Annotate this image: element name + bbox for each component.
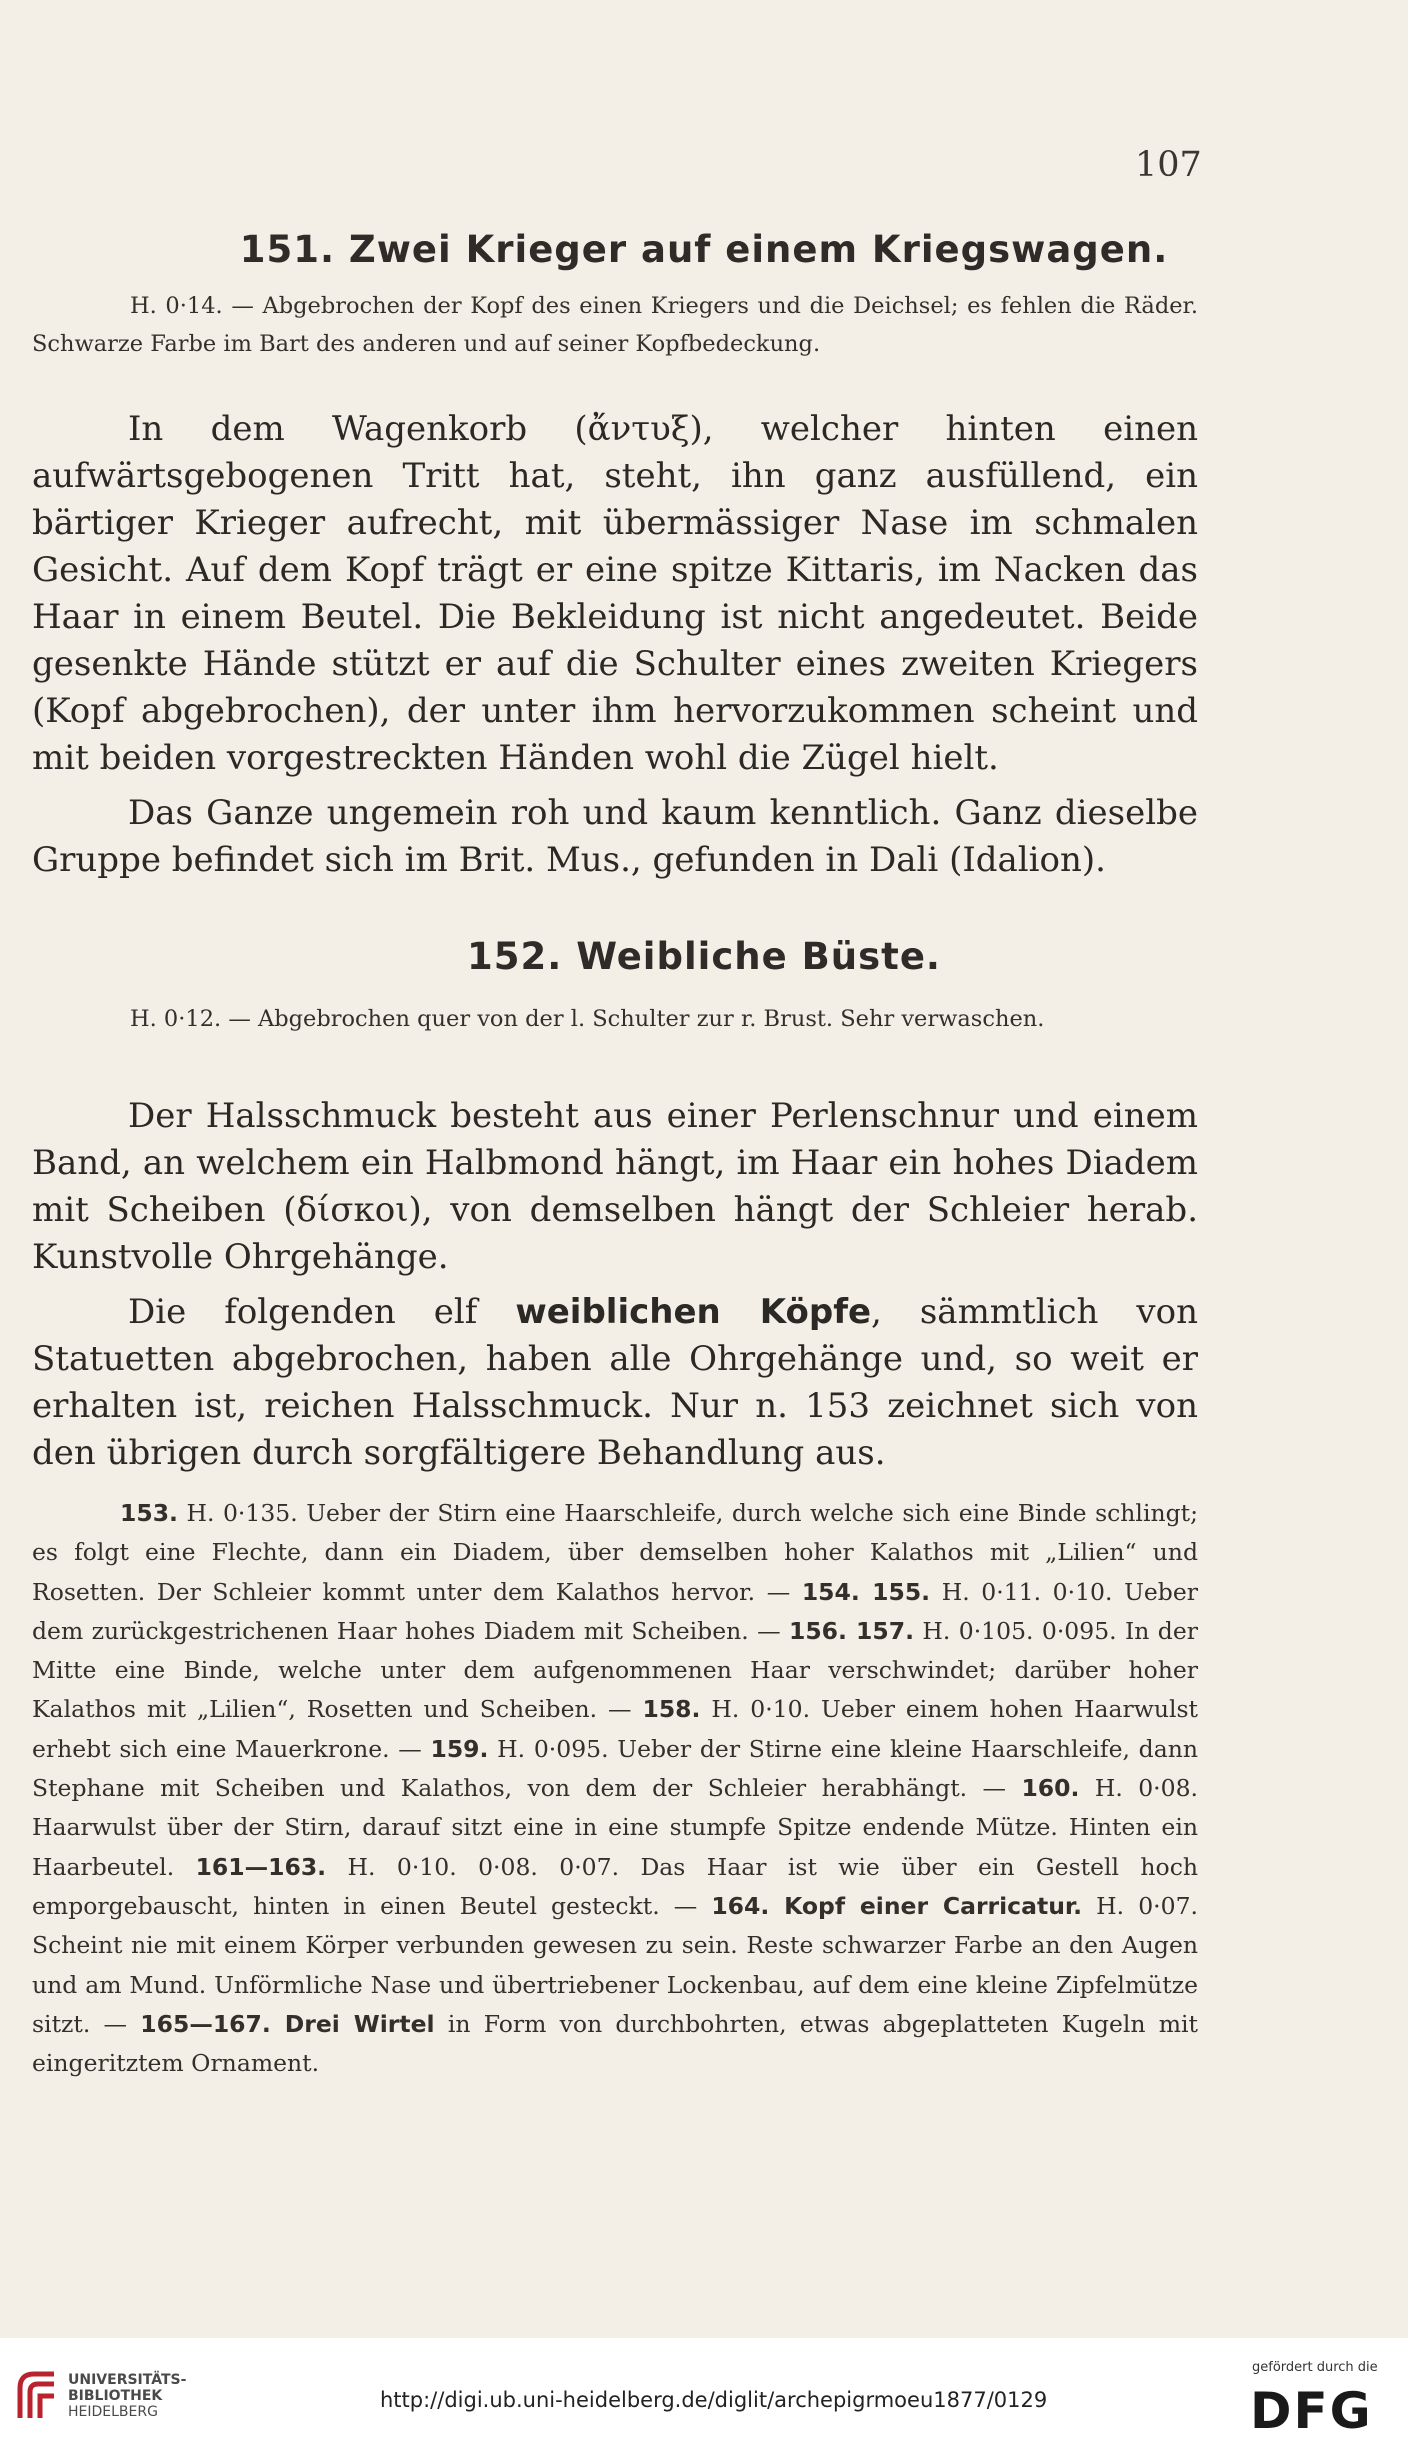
section-152-note (32, 1000, 1198, 1038)
section-151-title: Zwei Krieger auf einem Kriegswagen. (348, 228, 1169, 271)
section-152-heading (0, 935, 1408, 978)
library-name-line-3: HEIDELBERG (68, 2404, 158, 2420)
page-number: 107 (1135, 145, 1202, 185)
section-151-number: 151. (239, 228, 336, 271)
section-152-number: 152. (467, 935, 563, 978)
section-151-note (32, 287, 1198, 363)
entry-154-155-text: H. 0·11. 0·10. Ueber dem zurückgestrichenen Haar hohes Diadem mit Scheiben. — (32, 1577, 1198, 1645)
entry-159-number: 159. (430, 1734, 489, 1763)
section-152-title: Weibliche Büste. (576, 935, 941, 978)
section-152-paragraph-2 (32, 1289, 1198, 1477)
university-library-logo-icon (14, 2368, 60, 2424)
section-151-body (32, 406, 1198, 884)
section-151-note-text: H. 0·14. — Abgebrochen der Kopf des einen Kriegers und die Deichsel; es fehlen die Räder. Schwarze Farbe im Bart des anderen und auf seiner Kopfbedeckung. (32, 293, 1198, 357)
catalogue-notes (32, 1494, 1198, 2083)
entry-158-number: 158. (642, 1695, 701, 1724)
entry-154-155-number: 154. 155. (801, 1577, 931, 1606)
footer-bar (0, 2338, 1408, 2454)
section-151-paragraph-2: Das Ganze ungemein roh und kaum kenntlich. Ganz dieselbe Gruppe befindet sich im Brit. Mus., gefunden in Dali (Idalion). (32, 793, 1198, 880)
section-152-note-text: H. 0·12. — Abgebrochen quer von der l. Schulter zur r. Brust. Sehr verwaschen. (130, 1006, 1045, 1032)
library-name-line-2: BIBLIOTHEK (68, 2388, 163, 2404)
entry-161-163-number: 161—163. (195, 1852, 327, 1881)
weibliche-koepfe-emphasis: weiblichen Köpfe (515, 1292, 872, 1332)
entry-164-number: 164. (711, 1891, 770, 1920)
entry-158-text: H. 0·10. Ueber einem hohen Haarwulst erhebt sich eine Mauerkrone. — (32, 1695, 1198, 1763)
entry-153-text: H. 0·135. Ueber der Stirn eine Haarschleife, durch welche sich eine Binde schlingt; es folgt eine Flechte, dann ein Diadem, über demselben hoher Kalathos mit „Lilien“ und Rosetten. Der Schleier kommt unter dem Kalathos hervor. — (32, 1499, 1198, 1606)
para2-lead: Die folgenden elf (128, 1292, 478, 1332)
library-name-line-1: UNIVERSITÄTS- (68, 2372, 187, 2388)
entry-159-text: H. 0·095. Ueber der Stirne eine kleine Haarschleife, dann Stephane mit Scheiben und Kalathos, von dem der Schleier herabhängt. — (32, 1734, 1199, 1803)
entry-153-number: 153. (120, 1499, 178, 1527)
entry-160-number: 160. (1021, 1774, 1080, 1803)
entry-164-text: H. 0·07. Scheint nie mit einem Körper verbunden gewesen zu sein. Reste schwarzer Farbe an den Augen und am Mund. Unförmliche Nase und übertriebener Lockenbau, auf dem eine kleine Zipfelmütze sitzt. — (32, 1891, 1198, 2038)
para2-rest: , sämmtlich von Statuetten abgebrochen, haben alle Ohrgehänge und, so weit er erhalten ist, reichen Halsschmuck. Nur n. 153 zeichnet sich von den übrigen durch sorgfältigere Behandlung aus. (32, 1292, 1198, 1473)
entry-156-157-number: 156. 157. (788, 1616, 915, 1645)
university-library-name (68, 2372, 186, 2420)
entry-160-text: H. 0·08. Haarwulst über der Stirn, darauf sitzt eine in eine stumpfe Spitze endende Mütze. Hinten ein Haarbeutel. (32, 1774, 1199, 1881)
catalogue-notes-paragraph (32, 1494, 1198, 2083)
section-152-paragraph-1: Der Halsschmuck besteht aus einer Perlenschnur und einem Band, an welchem ein Halbmond hängt, im Haar ein hohes Diadem mit Scheiben (δίσκοι), von demselben hängt der Schleier herab. Kunstvolle Ohrgehänge. (32, 1096, 1198, 1277)
funding-caption: gefördert durch die (1252, 2360, 1378, 2375)
section-152-body (32, 1093, 1198, 1477)
dfg-logo: DFG (1250, 2382, 1373, 2440)
entry-156-157-text: H. 0·105. 0·095. In der Mitte eine Binde, welche unter dem aufgenommenen Haar verschwindet; darüber hoher Kalathos mit „Lilien“, Rosetten und Scheiben. — (32, 1616, 1198, 1724)
entry-161-163-text: H. 0·10. 0·08. 0·07. Das Haar ist wie über ein Gestell hoch emporgebauscht, hinten in einen Beutel gesteckt. — (32, 1852, 1198, 1920)
section-151-paragraph-1: In dem Wagenkorb (ἄντυξ), welcher hinten einen aufwärtsgebogenen Tritt hat, steht, ihn ganz ausfüllend, ein bärtiger Krieger aufrecht, mit übermässiger Nase im schmalen Gesicht. Auf dem Kopf trägt er eine spitze Kittaris, im Nacken das Haar in einem Beutel. Die Bekleidung ist nicht angedeutet. Beide gesenkte Hände stützt er auf die Schulter eines zweiten Kriegers (Kopf abgebrochen), der unter ihm hervorzukommen scheint und mit beiden vorgestreckten Händen wohl die Zügel hielt. (32, 409, 1198, 778)
entry-165-167-text: in Form von durchbohrten, etwas abgeplatteten Kugeln mit eingeritztem Ornament. (32, 2009, 1198, 2078)
source-url-link[interactable]: http://digi.ub.uni-heidelberg.de/diglit/archepigrmoeu1877/0129 (380, 2388, 1048, 2412)
entry-165-167-number: 165—167. (140, 2009, 271, 2038)
section-151-heading (0, 228, 1408, 271)
entry-165-167-title: Drei Wirtel (270, 2009, 435, 2038)
entry-164-title: Kopf einer Carricatur. (769, 1891, 1083, 1920)
